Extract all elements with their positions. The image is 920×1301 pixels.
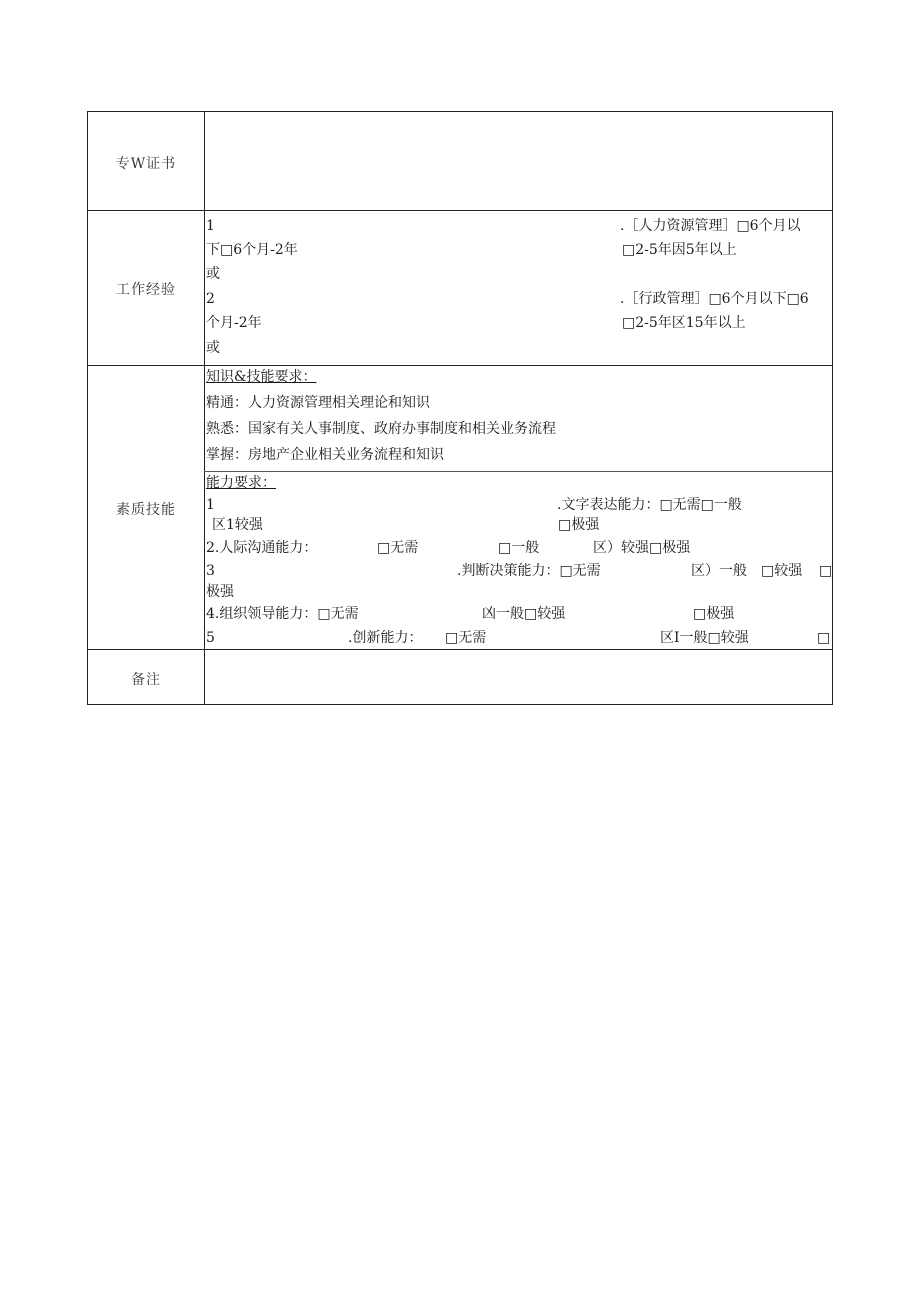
ability-5-title: .创新能力： — [348, 630, 423, 646]
ability-3-option: 极强 — [206, 584, 234, 600]
section-divider — [204, 471, 832, 472]
knowledge-item: 精通：人力资源管理相关理论和知识 — [206, 395, 430, 411]
job-description-table — [87, 111, 833, 705]
ability-4-option: 凶一般□较强 — [482, 606, 566, 622]
knowledge-item: 掌握：房地产企业相关业务流程和知识 — [206, 447, 444, 463]
row-divider — [88, 365, 832, 366]
experience-or-1: 或 — [206, 266, 220, 282]
ability-2-title: 2.人际沟通能力： — [206, 540, 318, 556]
ability-2-option: 区）较强□极强 — [593, 540, 691, 556]
ability-5-number: 5 — [206, 630, 215, 646]
experience-or-2: 或 — [206, 340, 220, 356]
ability-3-option: □较强 — [761, 563, 803, 579]
ability-2-option: □无需 — [377, 540, 419, 556]
row-divider — [88, 649, 832, 650]
ability-3-option: 区）一般 — [691, 563, 747, 579]
ability-1-option: 区1较强 — [212, 517, 263, 533]
certificate-label: 专W证书 — [115, 156, 177, 172]
knowledge-item: 熟悉：国家有关人事制度、政府办事制度和相关业务流程 — [206, 421, 556, 437]
experience-item-2-option-a: 个月-2年 — [206, 315, 262, 331]
experience-item-1-title: .［人力资源管理］□6个月以 — [620, 218, 801, 234]
ability-3-option: □ — [819, 563, 833, 579]
experience-item-1-option-a: 下□6个月-2年 — [206, 242, 298, 258]
experience-item-2-option-b: □2-5年区15年以上 — [622, 315, 746, 331]
ability-2-option: □一般 — [498, 540, 540, 556]
experience-label: 工作经验 — [116, 282, 176, 298]
ability-4-title: 4.组织领导能力：□无需 — [206, 606, 359, 622]
ability-5-option: □ — [817, 630, 831, 646]
ability-1-number: 1 — [206, 497, 215, 513]
ability-1-option: □极强 — [558, 517, 600, 533]
experience-item-1-option-b: □2-5年因5年以上 — [622, 242, 737, 258]
skills-label: 素质技能 — [116, 502, 176, 518]
experience-item-2-title: .［行政管理］□6个月以下□6 — [620, 291, 809, 307]
ability-header: 能力要求： — [206, 475, 276, 491]
knowledge-header: 知识&技能要求： — [206, 369, 317, 385]
ability-5-option: 区I一般□较强 — [660, 630, 749, 646]
row-divider — [88, 210, 832, 211]
column-divider — [204, 112, 205, 704]
ability-3-number: 3 — [206, 563, 215, 579]
experience-item-2-number: 2 — [206, 291, 215, 307]
ability-4-option: □极强 — [693, 606, 735, 622]
ability-1-text: .文字表达能力：□无需□一般 — [557, 497, 742, 513]
experience-item-1-number: 1 — [206, 218, 215, 234]
ability-5-option: □无需 — [445, 630, 487, 646]
remarks-label: 备注 — [131, 672, 161, 688]
ability-3-title: .判断决策能力：□无需 — [457, 563, 601, 579]
